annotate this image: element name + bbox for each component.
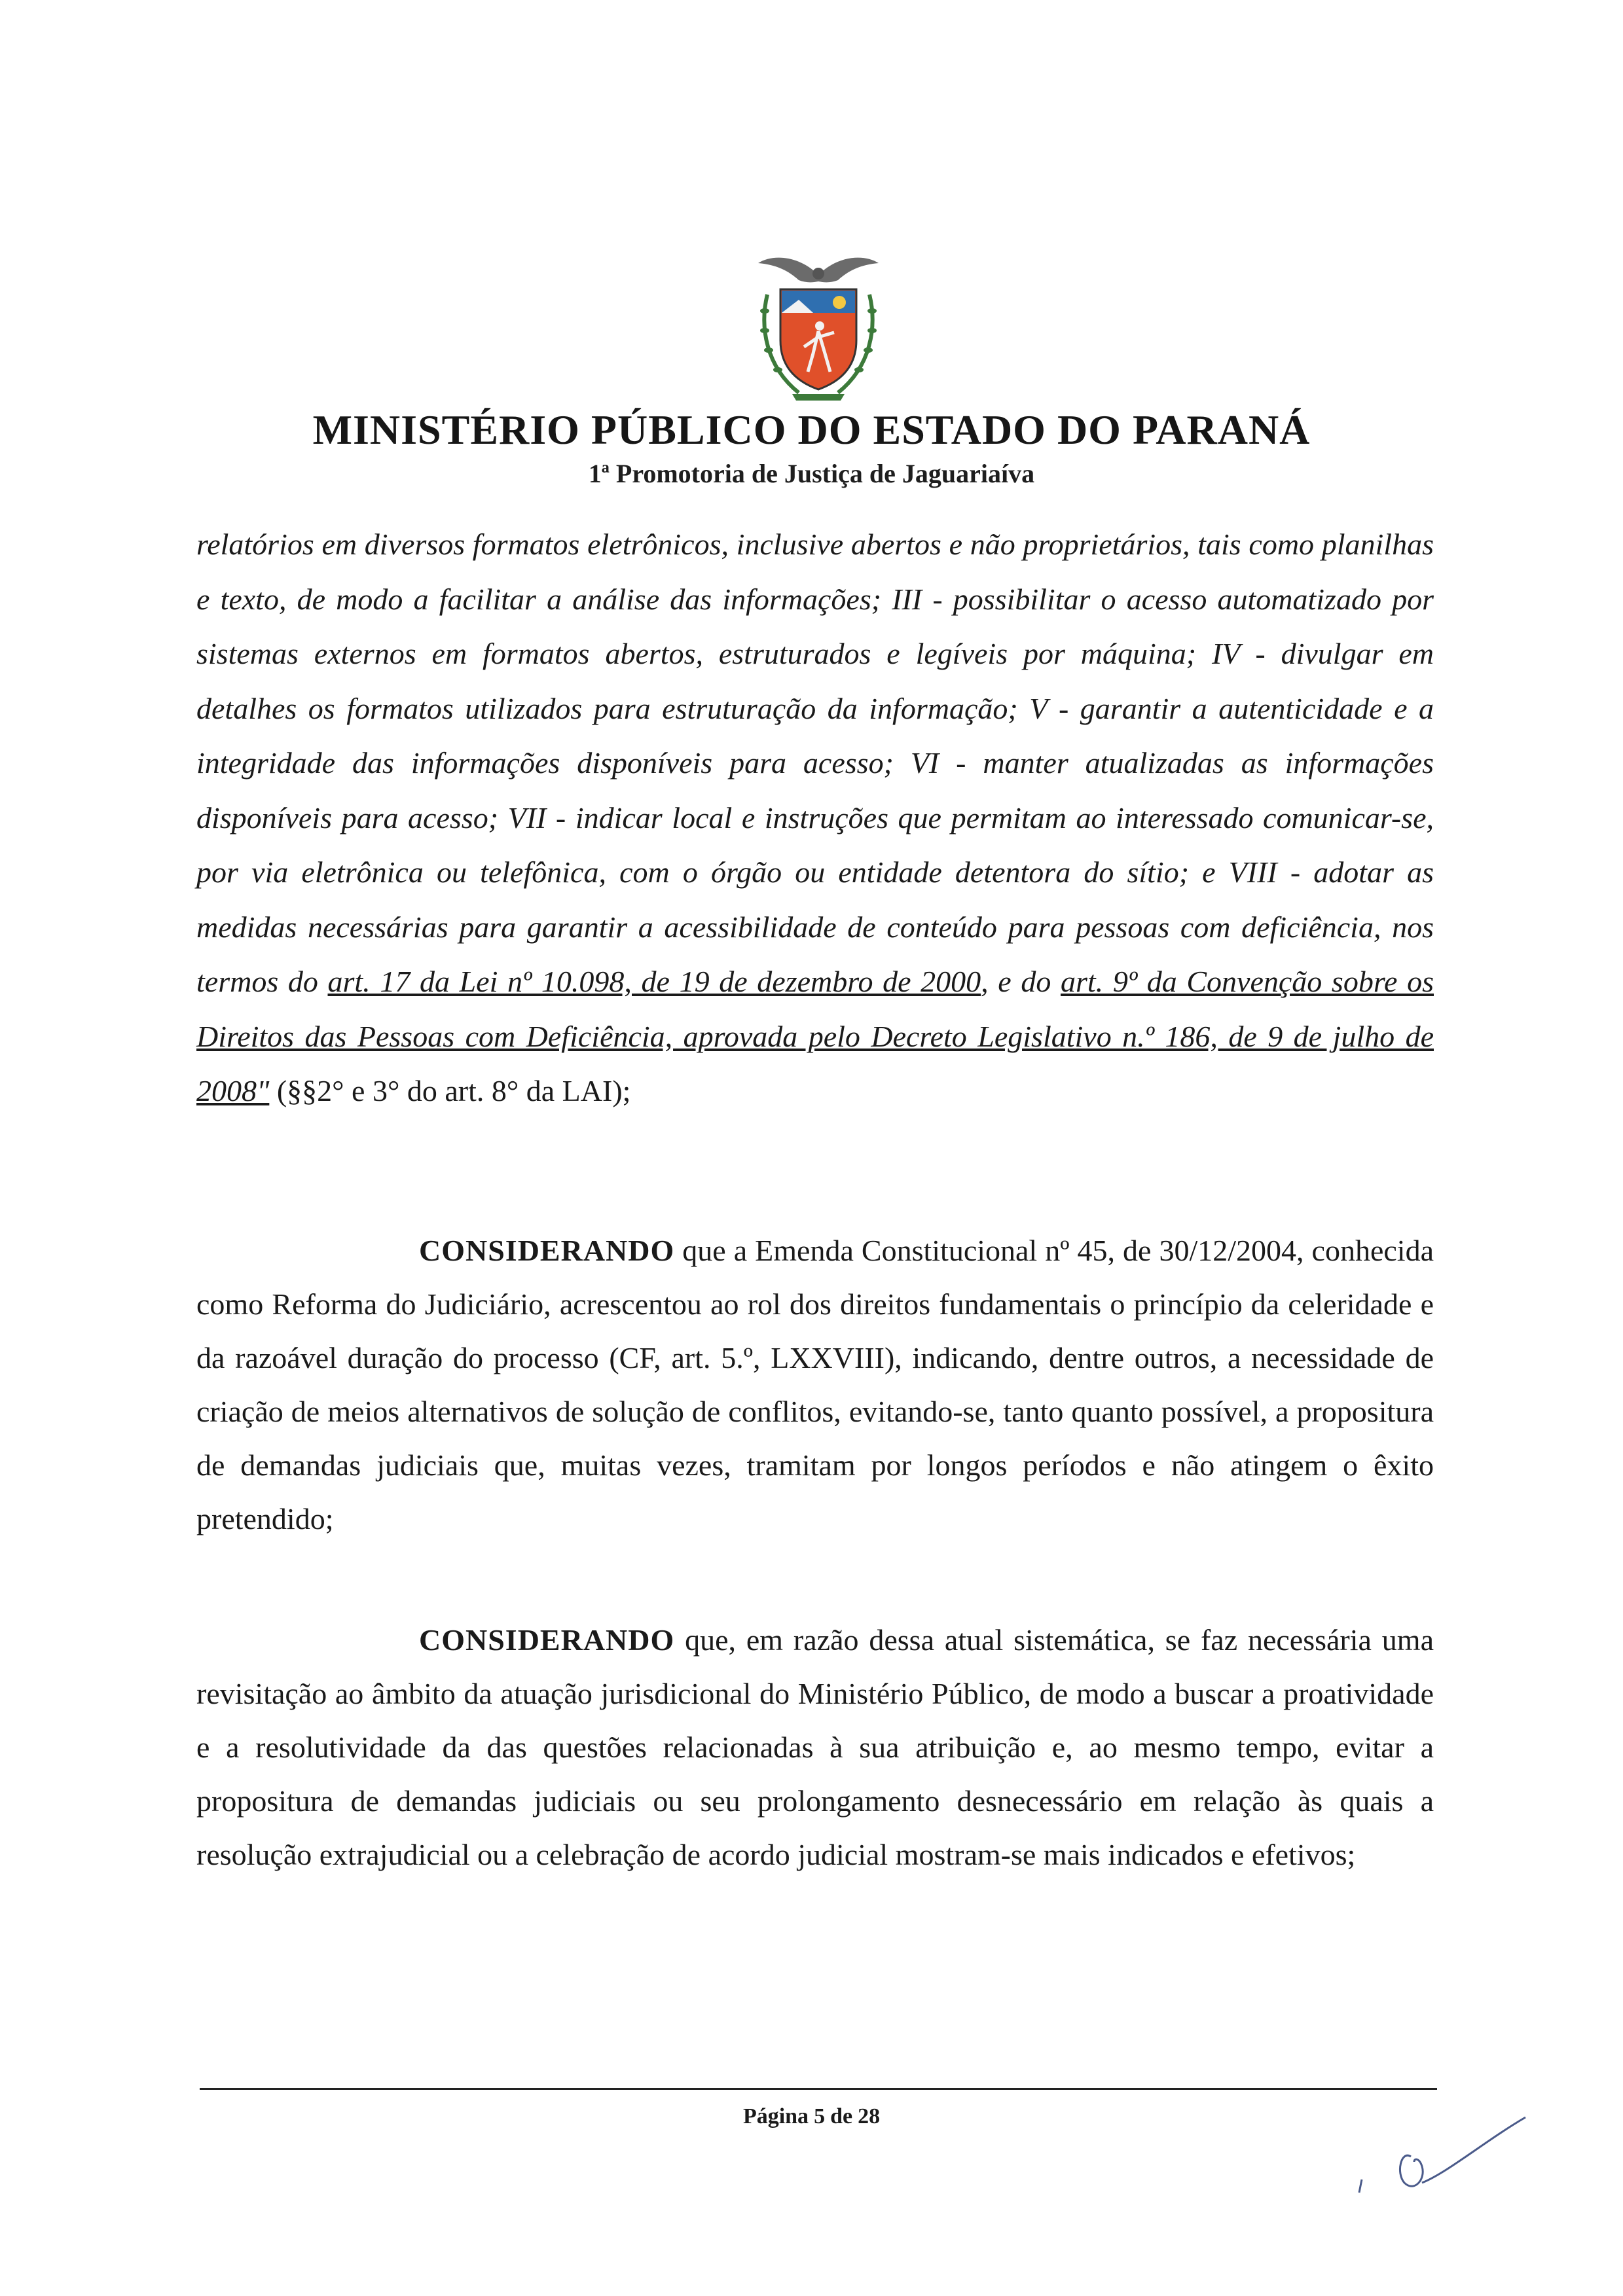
citation-tail: (§§2° e 3° do art. 8° da LAI); <box>269 1074 631 1107</box>
footer-divider <box>200 2088 1437 2090</box>
paragraph-considerando-1 <box>196 1224 1434 1546</box>
link-lei-10098[interactable]: art. 17 da Lei nº 10.098, de 19 de dezembro de 2000 <box>327 965 981 998</box>
paragraph-text: que a Emenda Constitucional nº 45, de 30/12/2004, conhecida como Reforma do Judiciário, acrescentou ao rol dos direitos fundamentais o princípio da celeridade e da razoável duração do processo (CF, art. 5.º, LXXVIII), indicando, dentre outros, a necessidade de criação de meios alternativos de solução de conflitos, evitando-se, tanto quanto possível, a propositura de demandas judiciais que, muitas vezes, tramitam por longos períodos e não atingem o êxito pretendido; <box>196 1234 1434 1535</box>
paragraph-lai-citation <box>196 517 1434 1119</box>
handwritten-initials-icon <box>1349 2111 1545 2196</box>
connector-text: , e do <box>981 965 1061 998</box>
organization-subtitle: 1ª Promotoria de Justiça de Jaguariaíva <box>588 459 1035 488</box>
parana-coat-of-arms-icon <box>753 249 884 406</box>
paragraph-considerando-2 <box>196 1613 1434 1882</box>
considerando-keyword: CONSIDERANDO <box>419 1623 675 1657</box>
italic-quote: relatórios em diversos formatos eletrônicos, inclusive abertos e não proprietários, tais como planilhas e texto, de modo a facilitar a análise das informações; III - possibilitar o acesso automatizado por sistemas externos em formatos abertos, estruturados e legíveis por máquina; IV - divulgar em detalhes os formatos utilizados para estruturação da informação; V - garantir a autenticidade e a integridade das informações disponíveis para acesso; VI - manter atualizadas as informações disponíveis para acesso; VII - indicar local e instruções que permitam ao interessado comunicar-se, por via eletrônica ou telefônica, com o órgão ou entidade detentora do sítio; e VIII - adotar as medidas necessárias para garantir a acessibilidade de conteúdo para pessoas com deficiência, nos termos do <box>196 528 1434 998</box>
paragraph-text: que, em razão dessa atual sistemática, se faz necessária uma revisitação ao âmbito da atuação jurisdicional do Ministério Público, de modo a buscar a proatividade e a resolutividade da das questões relacionadas à sua atribuição e, ao mesmo tempo, evitar a propositura de demandas judiciais ou seu prolongamento desnecessário em relação às quais a resolução extrajudicial ou a celebração de acordo judicial mostram-se mais indicados e efetivos; <box>196 1623 1434 1871</box>
link-convencao[interactable]: art. 9º da Convenção sobre os Direitos das Pessoas com Deficiência, aprovada pelo Decreto Legislativo n.º 186, de 9 de julho de 2008" <box>196 965 1434 1107</box>
organization-name: MINISTÉRIO PÚBLICO DO ESTADO DO PARANÁ <box>312 406 1311 453</box>
considerando-keyword: CONSIDERANDO <box>419 1234 675 1267</box>
page-number: Página 5 de 28 <box>742 2104 881 2128</box>
